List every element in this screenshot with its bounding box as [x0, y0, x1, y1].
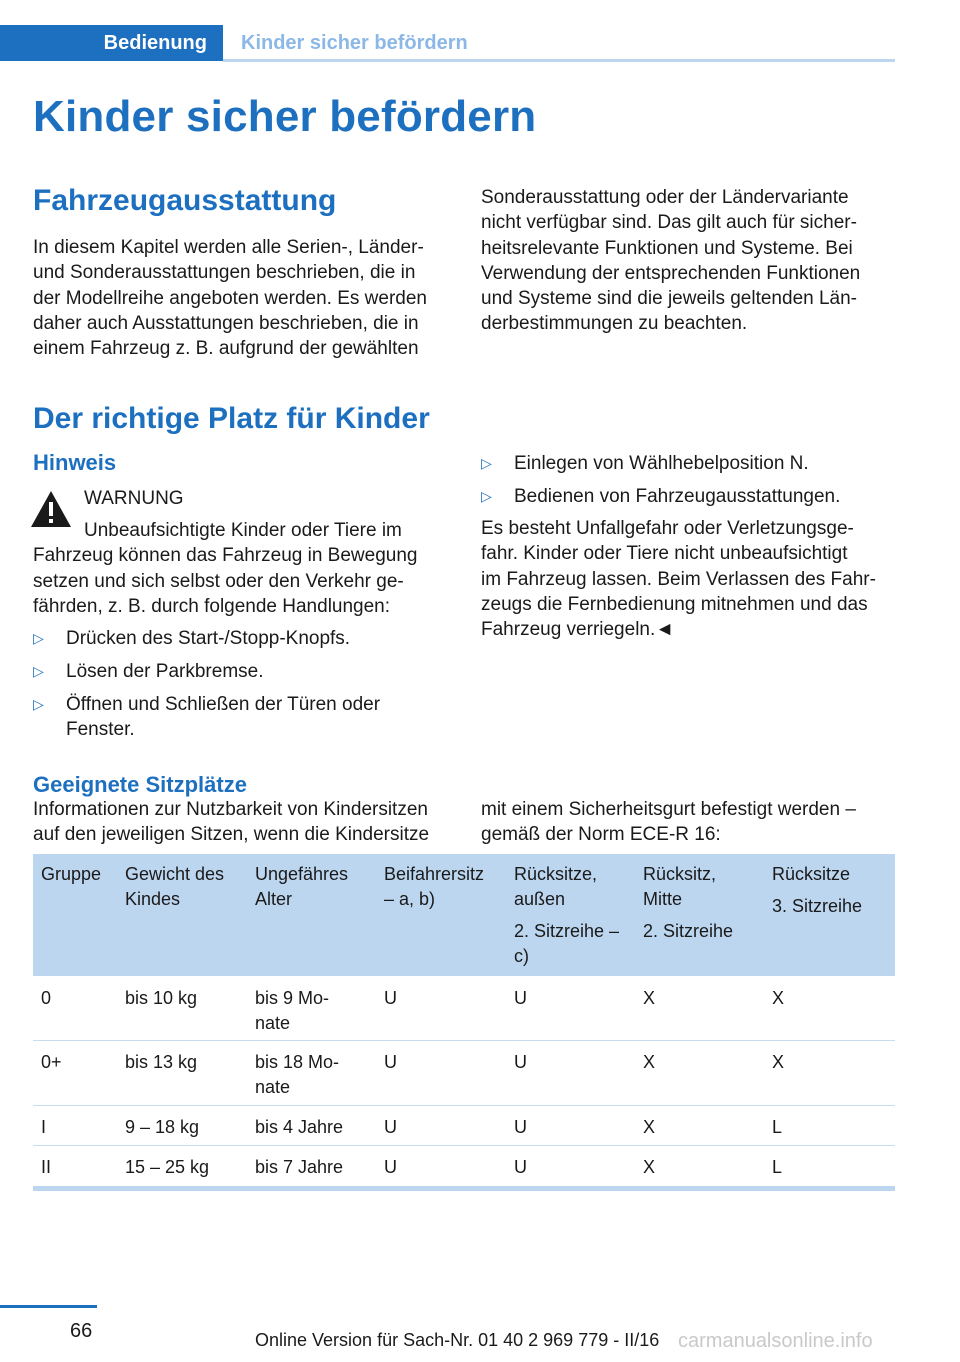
- table-row: [33, 976, 895, 1041]
- page-number: 66: [70, 1320, 93, 1342]
- footer-rule: [0, 1305, 97, 1308]
- text-line: der Modellreihe angeboten werden. Es werden: [33, 287, 427, 309]
- text-line: im Fahrzeug lassen. Beim Verlassen des Fahr-: [481, 568, 876, 590]
- table-cell: 9 – 18 kg: [125, 1117, 200, 1137]
- breadcrumb[interactable]: Kinder sicher befördern: [241, 31, 468, 54]
- table-cell: I: [41, 1117, 47, 1137]
- table-cell: bis 7 Jahre: [255, 1157, 344, 1177]
- table-cell: L: [772, 1117, 783, 1137]
- header-cell: [41, 862, 101, 887]
- text-line: Fenster.: [66, 719, 135, 741]
- header-cell: [643, 862, 733, 944]
- list-item-text: Bedienen von Fahrzeugausstattungen.: [514, 486, 841, 507]
- header-text: Gruppe: [41, 864, 102, 884]
- sitz-text-right: [481, 797, 895, 848]
- bullet-triangle-icon: ▷: [481, 455, 492, 471]
- bullet-triangle-icon: ▷: [33, 663, 44, 679]
- table-cell: X: [643, 1157, 656, 1177]
- text-line: gemäß der Norm ECE-R 16:: [481, 824, 721, 846]
- text-line: fahr. Kinder oder Tiere nicht unbeaufsichtigt: [481, 543, 848, 565]
- header-text: Rücksitze,: [514, 864, 598, 884]
- fahrzeug-text-left: [33, 235, 453, 361]
- header-cell: [255, 862, 348, 912]
- sitz-text-left: [33, 797, 453, 848]
- header-text: Rücksitz,: [643, 864, 717, 884]
- header-cell: [772, 862, 862, 919]
- header-text: außen: [514, 889, 566, 909]
- header-text: c): [514, 946, 529, 966]
- table-cell: 0: [41, 988, 52, 1008]
- list-item-text: Drücken des Start-/Stopp-Knopfs.: [66, 628, 351, 649]
- cell-line: bis 9 Mo-: [255, 988, 330, 1008]
- table-cell: bis 4 Jahre: [255, 1117, 344, 1137]
- table-cell: U: [514, 988, 527, 1008]
- list-item: [33, 692, 453, 744]
- header-cell: [384, 862, 484, 912]
- header-spacer: [643, 912, 733, 919]
- bullet-triangle-icon: ▷: [33, 630, 44, 646]
- list-item-text: [66, 692, 380, 743]
- warning-text-right: [481, 516, 895, 642]
- table-cell: U: [514, 1117, 527, 1137]
- cell-line: nate: [255, 1013, 291, 1033]
- text-line: In diesem Kapitel werden alle Serien-, Länder-: [33, 237, 424, 258]
- table-cell: II: [41, 1157, 52, 1177]
- text-line: Es besteht Unfallgefahr oder Verletzungsge-: [481, 518, 854, 539]
- table-cell: U: [384, 1052, 397, 1072]
- list-item-text: Einlegen von Wählhebelposition N.: [514, 453, 809, 474]
- table-cell: 0+: [41, 1052, 62, 1072]
- header-text: – a, b): [384, 889, 436, 909]
- text-line: Unbeaufsichtigte Kinder oder Tiere im: [84, 520, 402, 541]
- text-line: Öffnen und Schließen der Türen oder: [66, 694, 381, 715]
- text-line: und Systeme sind die jeweils geltenden Län-: [481, 288, 858, 310]
- text-line: Informationen zur Nutzbarkeit von Kindersitzen: [33, 799, 428, 820]
- table-cell: X: [772, 988, 785, 1008]
- sitz-heading: Geeignete Sitzplätze: [33, 772, 247, 797]
- table-cell: [255, 1050, 339, 1100]
- cell-line: bis 18 Mo-: [255, 1052, 340, 1072]
- table-cell: bis 10 kg: [125, 988, 198, 1008]
- table-cell: X: [643, 1052, 656, 1072]
- watermark: carmanualsonline.info: [678, 1330, 873, 1352]
- header-text: 3. Sitzreihe: [772, 896, 863, 916]
- table-bottom-rule: [33, 1186, 895, 1191]
- hinweis-heading: Hinweis: [33, 450, 117, 475]
- text-line: einem Fahrzeug z. B. aufgrund der gewählten: [33, 338, 419, 360]
- table-cell: U: [384, 988, 397, 1008]
- table-cell: 15 – 25 kg: [125, 1157, 210, 1177]
- table-cell: U: [514, 1052, 527, 1072]
- table-cell: U: [384, 1157, 397, 1177]
- header-spacer: [772, 887, 862, 894]
- table-row: [33, 1041, 895, 1106]
- header-text: Rücksitze: [772, 864, 851, 884]
- text-line: daher auch Ausstattungen beschrieben, die in: [33, 312, 419, 334]
- footer-text: Online Version für Sach-Nr. 01 40 2 969 779 - II/16: [255, 1330, 660, 1350]
- header-cell: [125, 862, 224, 912]
- text-line: Fahrzeug verriegeln.◄: [481, 619, 675, 641]
- header-rule: [223, 59, 895, 62]
- table-cell: U: [514, 1157, 527, 1177]
- table-cell: X: [772, 1052, 785, 1072]
- header-cell: [514, 862, 619, 969]
- header-text: Beifahrersitz: [384, 864, 485, 884]
- text-line: mit einem Sicherheitsgurt befestigt werden –: [481, 799, 856, 820]
- text-line: und Sonderausstattungen beschrieben, die in: [33, 262, 416, 284]
- text-line: fährden, z. B. durch folgende Handlungen:: [33, 595, 391, 617]
- header-text: 2. Sitzreihe –: [514, 921, 620, 941]
- header-spacer: [514, 912, 619, 919]
- text-line: Verwendung der entsprechenden Funktionen: [481, 262, 861, 284]
- text-line: nicht verfügbar sind. Das gilt auch für sicher-: [481, 212, 857, 234]
- header-text: Ungefähres: [255, 864, 349, 884]
- warning-text: [33, 518, 453, 619]
- table-cell: U: [384, 1117, 397, 1137]
- bullet-triangle-icon: ▷: [33, 696, 44, 712]
- header-text: Mitte: [643, 889, 683, 909]
- warning-title: WARNUNG: [84, 488, 184, 509]
- table-header: [33, 854, 895, 976]
- text-line: Sonderausstattung oder der Ländervariante: [481, 187, 849, 208]
- header-text: Gewicht des: [125, 864, 225, 884]
- text-line: setzen und sich selbst oder den Verkehr ge-: [33, 570, 404, 592]
- table-cell: [255, 986, 329, 1036]
- text-line: Fahrzeug können das Fahrzeug in Bewegung: [33, 545, 418, 567]
- header-text: Kindes: [125, 889, 181, 909]
- header-text: 2. Sitzreihe: [643, 921, 734, 941]
- text-line: heitsrelevante Funktionen und Systeme. Bei: [481, 237, 853, 259]
- fahrzeug-text-right: [481, 185, 895, 337]
- table-row: [33, 1146, 895, 1186]
- platz-heading: Der richtige Platz für Kinder: [33, 402, 430, 435]
- table-cell: bis 13 kg: [125, 1052, 198, 1072]
- cell-line: nate: [255, 1077, 291, 1097]
- header-bar: [0, 25, 895, 63]
- table-row: [33, 1106, 895, 1146]
- text-line: zeugs die Fernbedienung mitnehmen und das: [481, 593, 868, 615]
- list-item-text: Lösen der Parkbremse.: [66, 661, 264, 682]
- text-line: auf den jeweiligen Sitzen, wenn die Kindersitze: [33, 824, 430, 846]
- fahrzeug-heading: Fahrzeugausstattung: [33, 184, 337, 217]
- table-cell: X: [643, 988, 656, 1008]
- table-cell: X: [643, 1117, 656, 1137]
- text-line: derbestimmungen zu beachten.: [481, 313, 748, 335]
- bullet-triangle-icon: ▷: [481, 488, 492, 504]
- section-tab[interactable]: Bedienung: [0, 25, 223, 61]
- seat-table: [33, 854, 895, 1191]
- table-cell: L: [772, 1157, 783, 1177]
- header-text: Alter: [255, 889, 293, 909]
- page-title: Kinder sicher befördern: [33, 92, 537, 141]
